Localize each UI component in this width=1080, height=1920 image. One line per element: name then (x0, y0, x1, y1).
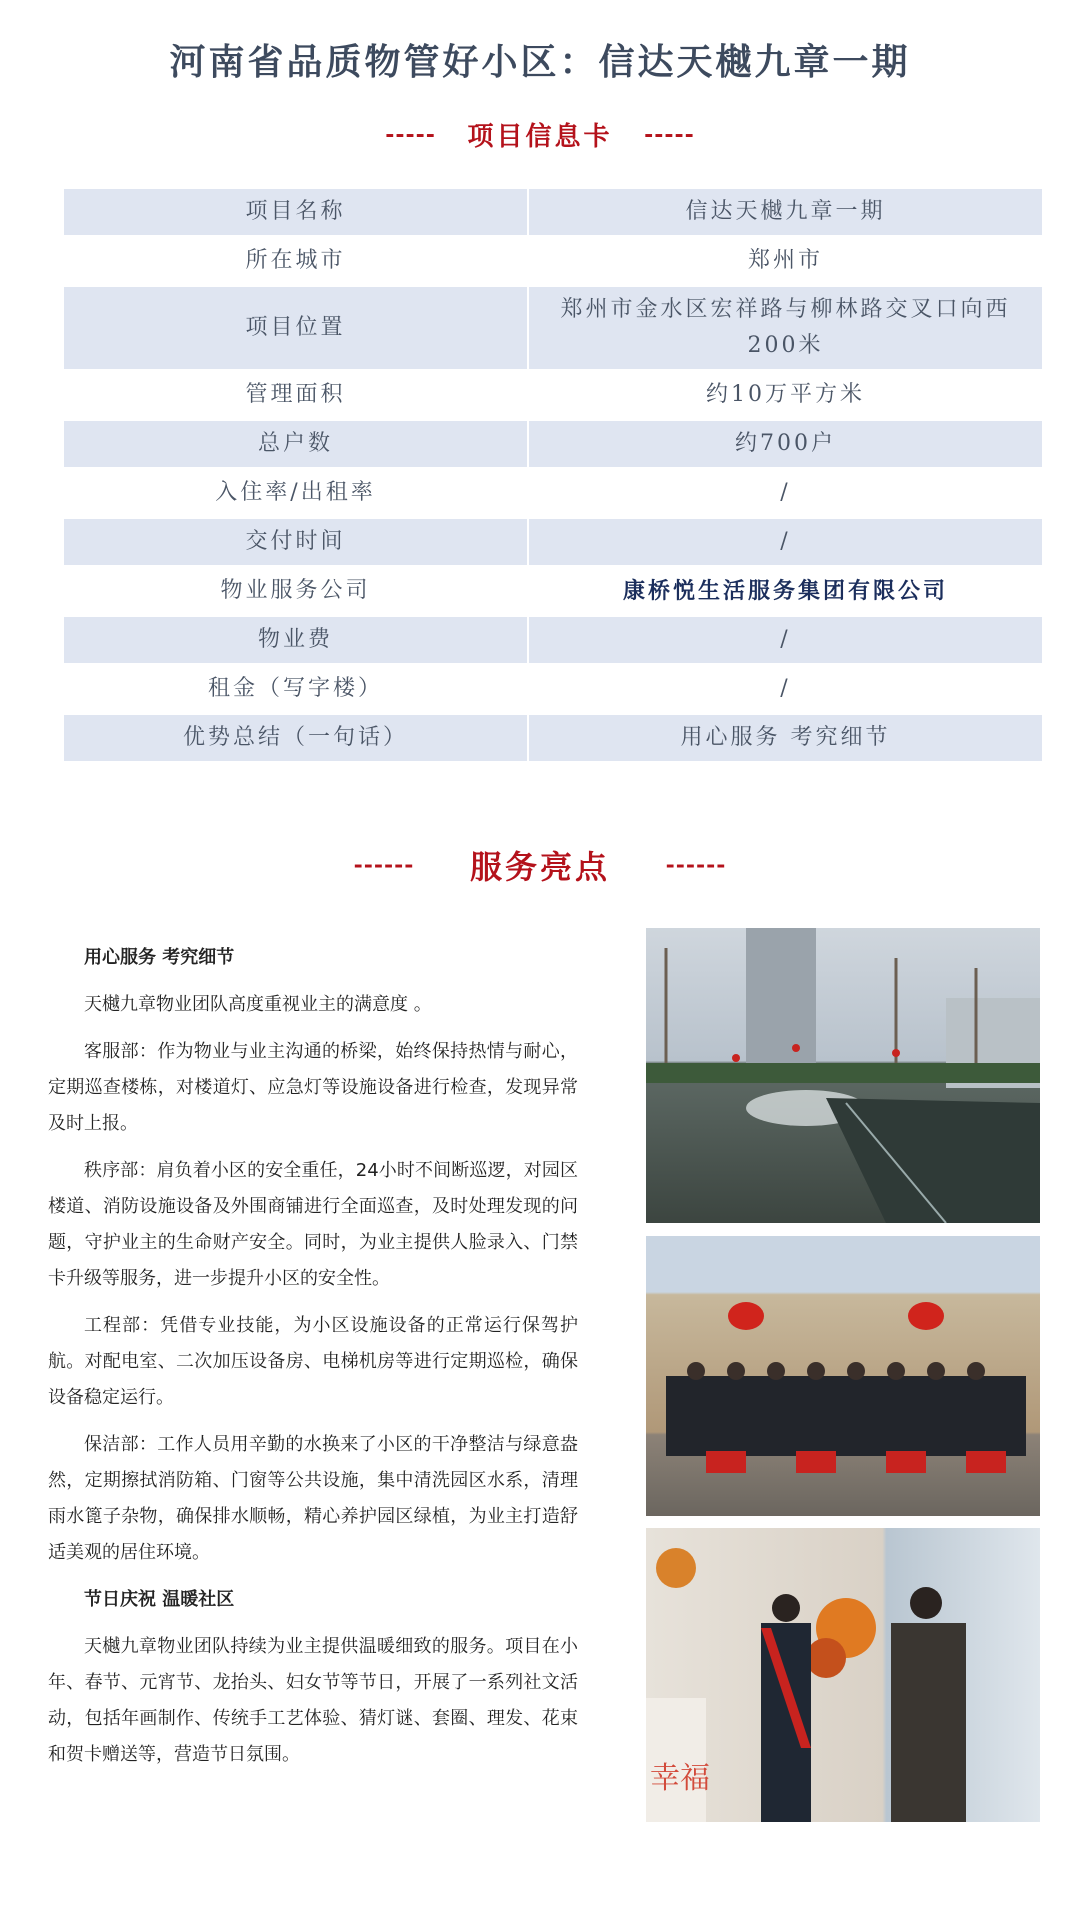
info-key: 所在城市 (64, 238, 529, 284)
table-row (64, 617, 1042, 663)
info-key: 项目名称 (64, 189, 529, 235)
subheading-festival: 节日庆祝 温暖社区 (84, 1589, 235, 1610)
info-key: 交付时间 (64, 519, 529, 565)
dash-left: ----- (385, 121, 436, 148)
info-value: 约10万平方米 (706, 382, 865, 407)
page-title: 河南省品质物管好小区：信达天樾九章一期 (169, 41, 911, 83)
info-value: 郑州市金水区宏祥路与柳林路交叉口向西200米 (529, 287, 1042, 369)
info-value: / (529, 617, 1042, 663)
dash-right: ----- (644, 121, 695, 148)
info-key: 物业费 (64, 617, 529, 663)
table-row (64, 421, 1042, 467)
table-row (64, 519, 1042, 565)
section-title: 服务亮点 (469, 848, 610, 886)
paragraph: 天樾九章物业团队高度重视业主的满意度 。 (84, 994, 432, 1015)
info-value: 郑州市 (747, 248, 823, 273)
info-value: 信达天樾九章一期 (529, 189, 1042, 235)
info-value: / (780, 676, 791, 701)
table-row (64, 287, 1042, 369)
info-key: 总户数 (64, 421, 529, 467)
info-value-company: 康桥悦生活服务集团有限公司 (622, 578, 948, 604)
paragraph: 天樾九章物业团队持续为业主提供温暖细致的服务。项目在小年、春节、元宵节、龙抬头、妇女节等节日，开展了一系列社文活动，包括年画制作、传统手工艺体验、猜灯谜、套圈、理发、花束和贺卡赠送等，营造节日氛围。 (48, 1636, 578, 1765)
photo-flower-gift (646, 1528, 1040, 1822)
info-key: 优势总结（一句话） (64, 715, 529, 761)
subheading-service: 用心服务 考究细节 (84, 947, 235, 968)
info-key: 管理面积 (64, 372, 529, 418)
dash-left: ------ (353, 852, 415, 878)
section-header-highlights (0, 842, 1080, 888)
info-value: 用心服务 考究细节 (529, 715, 1042, 761)
info-key: 租金（写字楼） (64, 666, 529, 712)
project-info-table (64, 186, 1042, 764)
table-row (64, 715, 1042, 761)
section-header-info-card (0, 116, 1080, 153)
info-value: 约700户 (529, 421, 1042, 467)
photo-sign-text: 幸福 (650, 1761, 710, 1796)
dash-right: ------ (665, 852, 727, 878)
table-row (64, 666, 1042, 712)
table-row (64, 238, 1042, 284)
info-value: / (529, 519, 1042, 565)
article-body (48, 940, 578, 1784)
table-row (64, 568, 1042, 614)
paragraph: 客服部：作为物业与业主沟通的桥梁，始终保持热情与耐心，定期巡查楼栋，对楼道灯、应急灯等设施设备进行检查，发现异常及时上报。 (48, 1041, 578, 1134)
photo-staff-group (646, 1236, 1040, 1516)
paragraph: 工程部：凭借专业技能，为小区设施设备的正常运行保驾护航。对配电室、二次加压设备房、电梯机房等进行定期巡检，确保设备稳定运行。 (48, 1315, 578, 1408)
info-key: 项目位置 (64, 287, 529, 369)
section-title: 项目信息卡 (467, 122, 613, 152)
info-key: 物业服务公司 (64, 568, 529, 614)
info-value: / (780, 480, 791, 505)
info-key: 入住率/出租率 (64, 470, 529, 516)
table-row (64, 470, 1042, 516)
table-row (64, 372, 1042, 418)
paragraph: 保洁部：工作人员用辛勤的水换来了小区的干净整洁与绿意盎然，定期擦拭消防箱、门窗等公共设施，集中清洗园区水系，清理雨水篦子杂物，确保排水顺畅，精心养护园区绿植，为业主打造舒适美观的居住环境。 (48, 1434, 578, 1563)
paragraph: 秩序部：肩负着小区的安全重任，24小时不间断巡逻，对园区楼道、消防设施设备及外围商铺进行全面巡查，及时处理发现的问题，守护业主的生命财产安全。同时，为业主提供人脸录入、门禁卡升级等服务，进一步提升小区的安全性。 (48, 1160, 578, 1289)
photo-garden-water-feature (646, 928, 1040, 1223)
table-row (64, 189, 1042, 235)
